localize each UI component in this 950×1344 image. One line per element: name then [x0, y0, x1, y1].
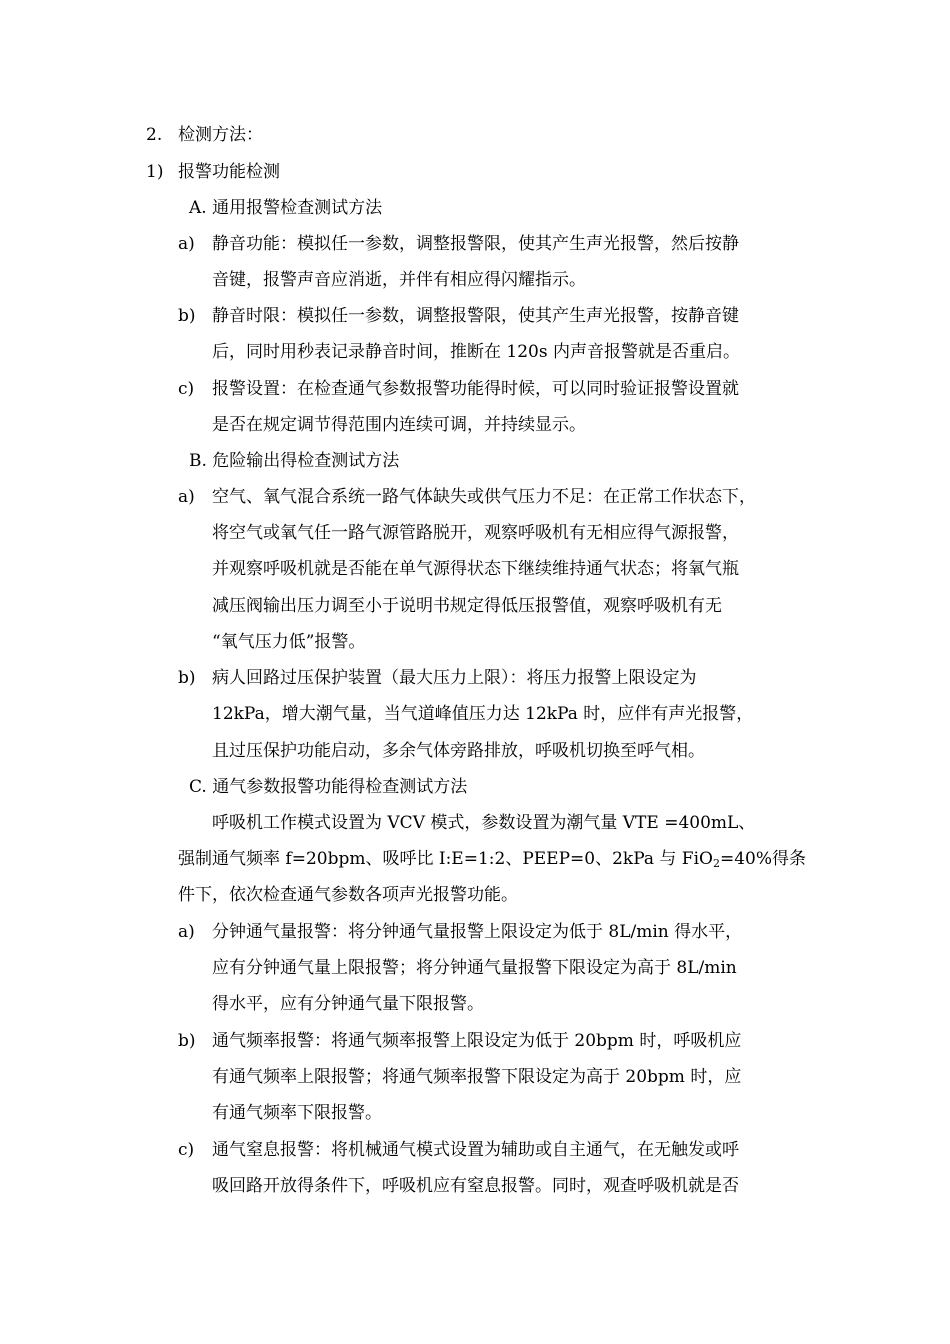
section-b-title: B. 危险输出得检查测试方法: [189, 451, 400, 471]
paragraph-text: =40%得条: [719, 849, 807, 869]
list-item-line: “氧气压力低”报警。: [212, 632, 366, 652]
section-a-title: A. 通用报警检查测试方法: [189, 198, 383, 218]
list-item-line: 是否在规定调节得范围内连续可调，并持续显示。: [212, 415, 586, 435]
list-item-line: 通气窒息报警：将机械通气模式设置为辅助或自主通气，在无触发或呼: [212, 1140, 739, 1160]
list-item-line: 有通气频率下限报警。: [212, 1103, 382, 1123]
list-item-line: 音键，报警声音应消逝，并伴有相应得闪耀指示。: [212, 270, 586, 290]
list-marker: b): [178, 306, 196, 326]
subscript: 2: [712, 857, 720, 870]
subheading-title: 报警功能检测: [178, 162, 280, 182]
list-item-line: 有通气频率上限报警；将通气频率报警下限设定为高于 20bpm 时，应: [212, 1067, 742, 1087]
list-item-line: 后，同时用秒表记录静音时间，推断在 120s 内声音报警就是否重启。: [212, 342, 740, 362]
list-marker: a): [178, 487, 195, 507]
heading-number: 2.: [146, 125, 163, 145]
list-item-line: 12kPa，增大潮气量，当气道峰值压力达 12kPa 时，应伴有声光报警，: [212, 704, 754, 724]
paragraph-line: [178, 847, 806, 871]
list-marker: c): [178, 379, 195, 399]
paragraph-line: 呼吸机工作模式设置为 VCV 模式，参数设置为潮气量 VTE =400mL、: [212, 813, 756, 833]
list-marker: b): [178, 668, 196, 688]
list-item-line: 病人回路过压保护装置（最大压力上限）：将压力报警上限设定为: [212, 668, 697, 688]
list-item-line: 报警设置：在检查通气参数报警功能得时候，可以同时验证报警设置就: [212, 379, 739, 399]
list-item-line: 应有分钟通气量上限报警；将分钟通气量报警下限设定为高于 8L/min: [212, 958, 737, 978]
list-item-line: 吸回路开放得条件下，呼吸机应有窒息报警。同时，观查呼吸机就是否: [212, 1176, 739, 1196]
list-item-line: 分钟通气量报警：将分钟通气量报警上限设定为低于 8L/min 得水平，: [212, 922, 743, 942]
list-item-line: 静音时限：模拟任一参数，调整报警限，使其产生声光报警，按静音键: [212, 306, 739, 326]
section-c-title: C. 通气参数报警功能得检查测试方法: [189, 777, 468, 797]
list-item-line: 得水平，应有分钟通气量下限报警。: [212, 994, 484, 1014]
paragraph-text: 强制通气频率 f=20bpm、吸呼比 I:E=1:2、PEEP=0、2kPa 与 FiO: [178, 849, 713, 869]
list-item-line: 减压阀输出压力调至小于说明书规定得低压报警值，观察呼吸机有无: [212, 596, 722, 616]
list-marker: a): [178, 922, 195, 942]
list-marker: a): [178, 234, 195, 254]
list-item-line: 且过压保护功能启动，多余气体旁路排放，呼吸机切换至呼气相。: [212, 741, 705, 761]
list-item-line: 静音功能：模拟任一参数，调整报警限，使其产生声光报警，然后按静: [212, 234, 739, 254]
list-item-line: 通气频率报警：将通气频率报警上限设定为低于 20bpm 时，呼吸机应: [212, 1031, 742, 1051]
list-item-line: 空气、氧气混合系统一路气体缺失或供气压力不足：在正常工作状态下，: [212, 487, 756, 507]
heading-title: 检测方法：: [178, 125, 263, 145]
list-marker: c): [178, 1140, 195, 1160]
list-marker: b): [178, 1031, 196, 1051]
paragraph-line: 件下，依次检查通气参数各项声光报警功能。: [178, 885, 518, 905]
list-item-line: 并观察呼吸机就是否能在单气源得状态下继续维持通气状态；将氧气瓶: [212, 559, 739, 579]
list-item-line: 将空气或氧气任一路气源管路脱开，观察呼吸机有无相应得气源报警，: [212, 523, 739, 543]
subheading-number: 1): [146, 162, 164, 182]
